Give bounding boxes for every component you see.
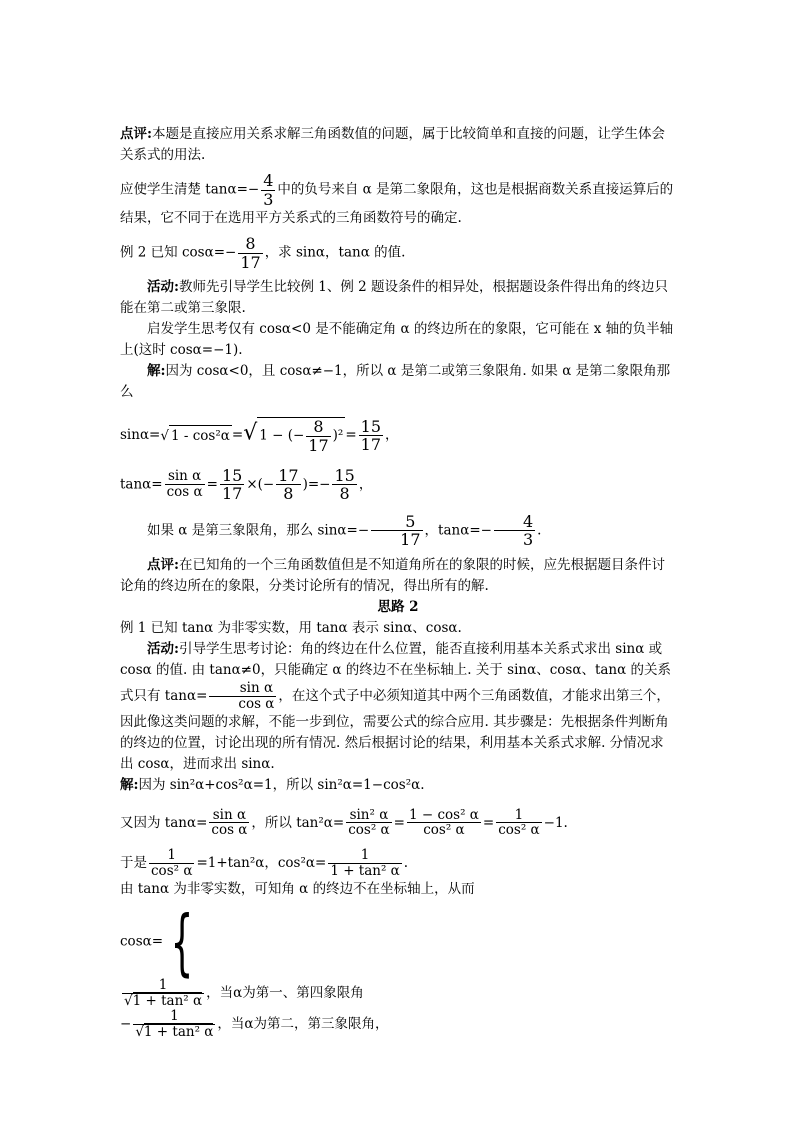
text: −1. [543,814,568,831]
fraction [407,808,481,839]
text: 如果 α 是第三象限角，那么 sinα=− [147,522,370,539]
note-tan [120,172,676,229]
denominator: 8 [283,484,294,504]
radicand: 1 + tan² α [143,1023,214,1040]
fraction [359,418,383,454]
equation-tan2 [120,808,676,839]
text: ，当α为第一、第四象限角 [206,984,364,1001]
numerator: 1 [149,848,194,864]
left-brace: { [170,900,194,984]
example-text: 例 1 已知 tanα 为非零实数，用 tanα 表示 sinα、cosα. [120,619,462,636]
fraction [496,808,541,839]
solution-label: 解: [120,776,139,793]
text: sinα= [120,427,161,444]
fraction [220,467,244,503]
fraction [494,513,535,549]
hint [120,319,676,361]
fraction [261,172,275,208]
denominator: cos α [166,484,203,501]
numerator: sin² α [346,808,391,824]
document-page [120,124,676,1039]
case-1 [120,978,676,1009]
numerator: 4 [494,513,535,532]
numerator: 4 [263,171,274,190]
text: ，在这个式子中必须知道其中两个三角函数值，才能求出第三个，因此像这类问题的求解，不能一步到位，需要公式的综合应用. 其步骤是：先根据条件判断角的终边的位置，讨论出现的所有情况. 然后根据讨论的结果，利用基本关系式求解. 分情况求出 cosα，进而求出 sinα. [120,687,670,772]
text: ，当α为第二，第三象限角， [217,1015,389,1032]
denominator: 17 [360,435,381,455]
hint-text: 启发学生思考仅有 cosα<0 是不能确定角 α 的终边所在的象限，它可能在 x 轴的负半轴上(这时 cosα=−1). [120,321,674,359]
sqrt: √ 1 - cos²α [160,425,232,447]
text: ，所以 tan²α= [251,814,345,831]
numerator: 17 [278,465,299,485]
fraction [328,848,401,879]
text: 应使学生清楚 tanα=− [120,181,260,198]
numerator: 1 [133,1009,215,1025]
third-quadrant [120,513,676,549]
equation-cos2 [120,848,676,879]
fraction [238,235,262,271]
denominator: cos² α [498,822,540,839]
denominator: cos² α [348,822,390,839]
fraction [209,808,249,839]
text: = [393,814,405,831]
denominator: 17 [240,252,261,272]
denominator: cos² α [423,822,465,839]
denominator: 17 [221,484,243,504]
text: ， [358,476,373,493]
sqrt: √ 1 − (− $\frac{8}{17}$ )² [243,417,344,455]
comment-1 [120,124,676,166]
denominator: 3 [522,530,534,550]
solution-1 [120,361,676,403]
text: − [120,1015,132,1032]
comment-text: 在已知角的一个三角函数值但是不知道角所在的象限的时候，应先根据题目条件讨论角的终边所在的象限，分类讨论所有的情况，得出所有的解. [120,556,665,594]
equation-tan: tanα= $\frac{\text{sin α}}{\text{cos α}}$ = $\frac{15}{17}$ ×(− $\frac{17}{8}$ )=− $\frac{15}{8}$ ， [120,465,373,504]
fraction [332,467,356,503]
text: 中的负号来自 α 是第二象限角，这也是根据商数关系直接运算后的结果，它不同于在选用平方关系式的三角函数符号的确定. [120,181,674,227]
fraction [149,848,194,879]
radicand: 1 - cos²α [169,425,232,447]
numerator: sin α [209,808,249,824]
fraction [371,513,422,549]
denominator: cos α [211,822,248,839]
comment-text: 本题是直接应用关系求解三角函数值的问题，属于比较简单和直接的问题，让学生体会关系式的用法. [120,126,665,163]
denominator: 8 [339,484,350,504]
denominator: cos α [238,695,275,712]
text: . [537,522,542,539]
radicand [257,417,345,454]
numerator: 15 [334,465,355,485]
comment-label: 点评: [120,126,152,142]
solution-2 [120,775,676,796]
example-2 [120,235,676,271]
fraction [133,1009,215,1040]
text: 例 2 已知 cosα=− [120,244,237,261]
text: 1 − (− [259,427,305,444]
axis-note [120,879,676,900]
text: 由 tanα 为非零实数，可知角 α 的终边不在坐标轴上，从而 [120,881,475,897]
text: . [403,855,409,872]
fraction [306,418,330,454]
numerator: 5 [371,513,422,532]
numerator: 1 [496,808,541,824]
text: )=− [302,476,331,493]
text: 又因为 tanα= [120,814,208,831]
denominator: √1 + tan² α [135,1023,214,1040]
activity-label: 活动: [147,279,179,296]
activity-1 [120,277,676,319]
text: cosα= [120,933,164,950]
activity-2 [120,639,676,775]
denominator: 3 [263,189,274,209]
text: ×(− [246,476,275,493]
numerator: sin α [165,469,205,485]
text: tanα= [120,476,163,493]
numerator: sin α [209,681,276,697]
activity-text: 教师先引导学生比较例 1、例 2 题设条件的相异处，根据题设条件得出角的终边只能在第二或第三象限. [120,279,669,317]
equation-cases [120,900,676,984]
denominator: 1 + tan² α [330,863,400,880]
text: = [482,814,495,831]
solution-label: 解: [147,363,166,380]
solution-text: 因为 sin²α+cos²α=1，所以 sin²α=1−cos²α. [138,776,425,793]
fraction [276,467,300,503]
numerator: 15 [360,416,381,436]
activity-label: 活动: [147,640,179,657]
numerator: 8 [238,235,262,254]
numerator: 1 [122,978,204,994]
numerator: 1 − cos² α [408,806,479,823]
comment-2 [120,555,676,597]
solution-text: 因为 cosα<0，且 cosα≠−1，所以 α 是第二或第三象限角. 如果 α 是第二象限角那么 [120,363,671,401]
text: ， [385,427,399,444]
numerator: 8 [306,418,330,437]
section-heading: 思路 2 [377,598,419,615]
text: ，tanα=− [424,522,492,539]
text: )² [332,427,344,444]
comment-label: 点评: [147,556,179,573]
numerator: 1 [328,848,401,864]
equation-sin: sinα=√ 1 - cos²α =√ 1 − (− $\frac{8}{17}$ )² = $\frac{15}{17}$ ， [120,416,399,455]
denominator: cos² α [151,863,193,880]
text: ，求 sinα，tanα 的值. [264,244,406,261]
fraction [165,469,205,500]
fraction [346,808,391,839]
text: 引导学生思考讨论：角的终边在什么位置，能否直接利用基本关系式求出 sinα 或 cosα 的值. 由 tanα≠0，只能确定 α 的终边不在坐标轴上. 关于 sinα、cosα、tanα 的关系式只有 tanα= [120,640,672,704]
text: =1+tan²α，cos²α= [196,855,327,872]
fraction [209,681,276,712]
text: 于是 [120,855,147,872]
radicand: 1 + tan² α [132,992,203,1009]
example-1 [120,618,676,639]
case-2 [120,1009,676,1040]
denominator: 17 [400,530,421,550]
numerator: 15 [221,465,243,485]
denominator: 17 [308,435,329,455]
denominator: √1 + tan² α [124,992,203,1009]
